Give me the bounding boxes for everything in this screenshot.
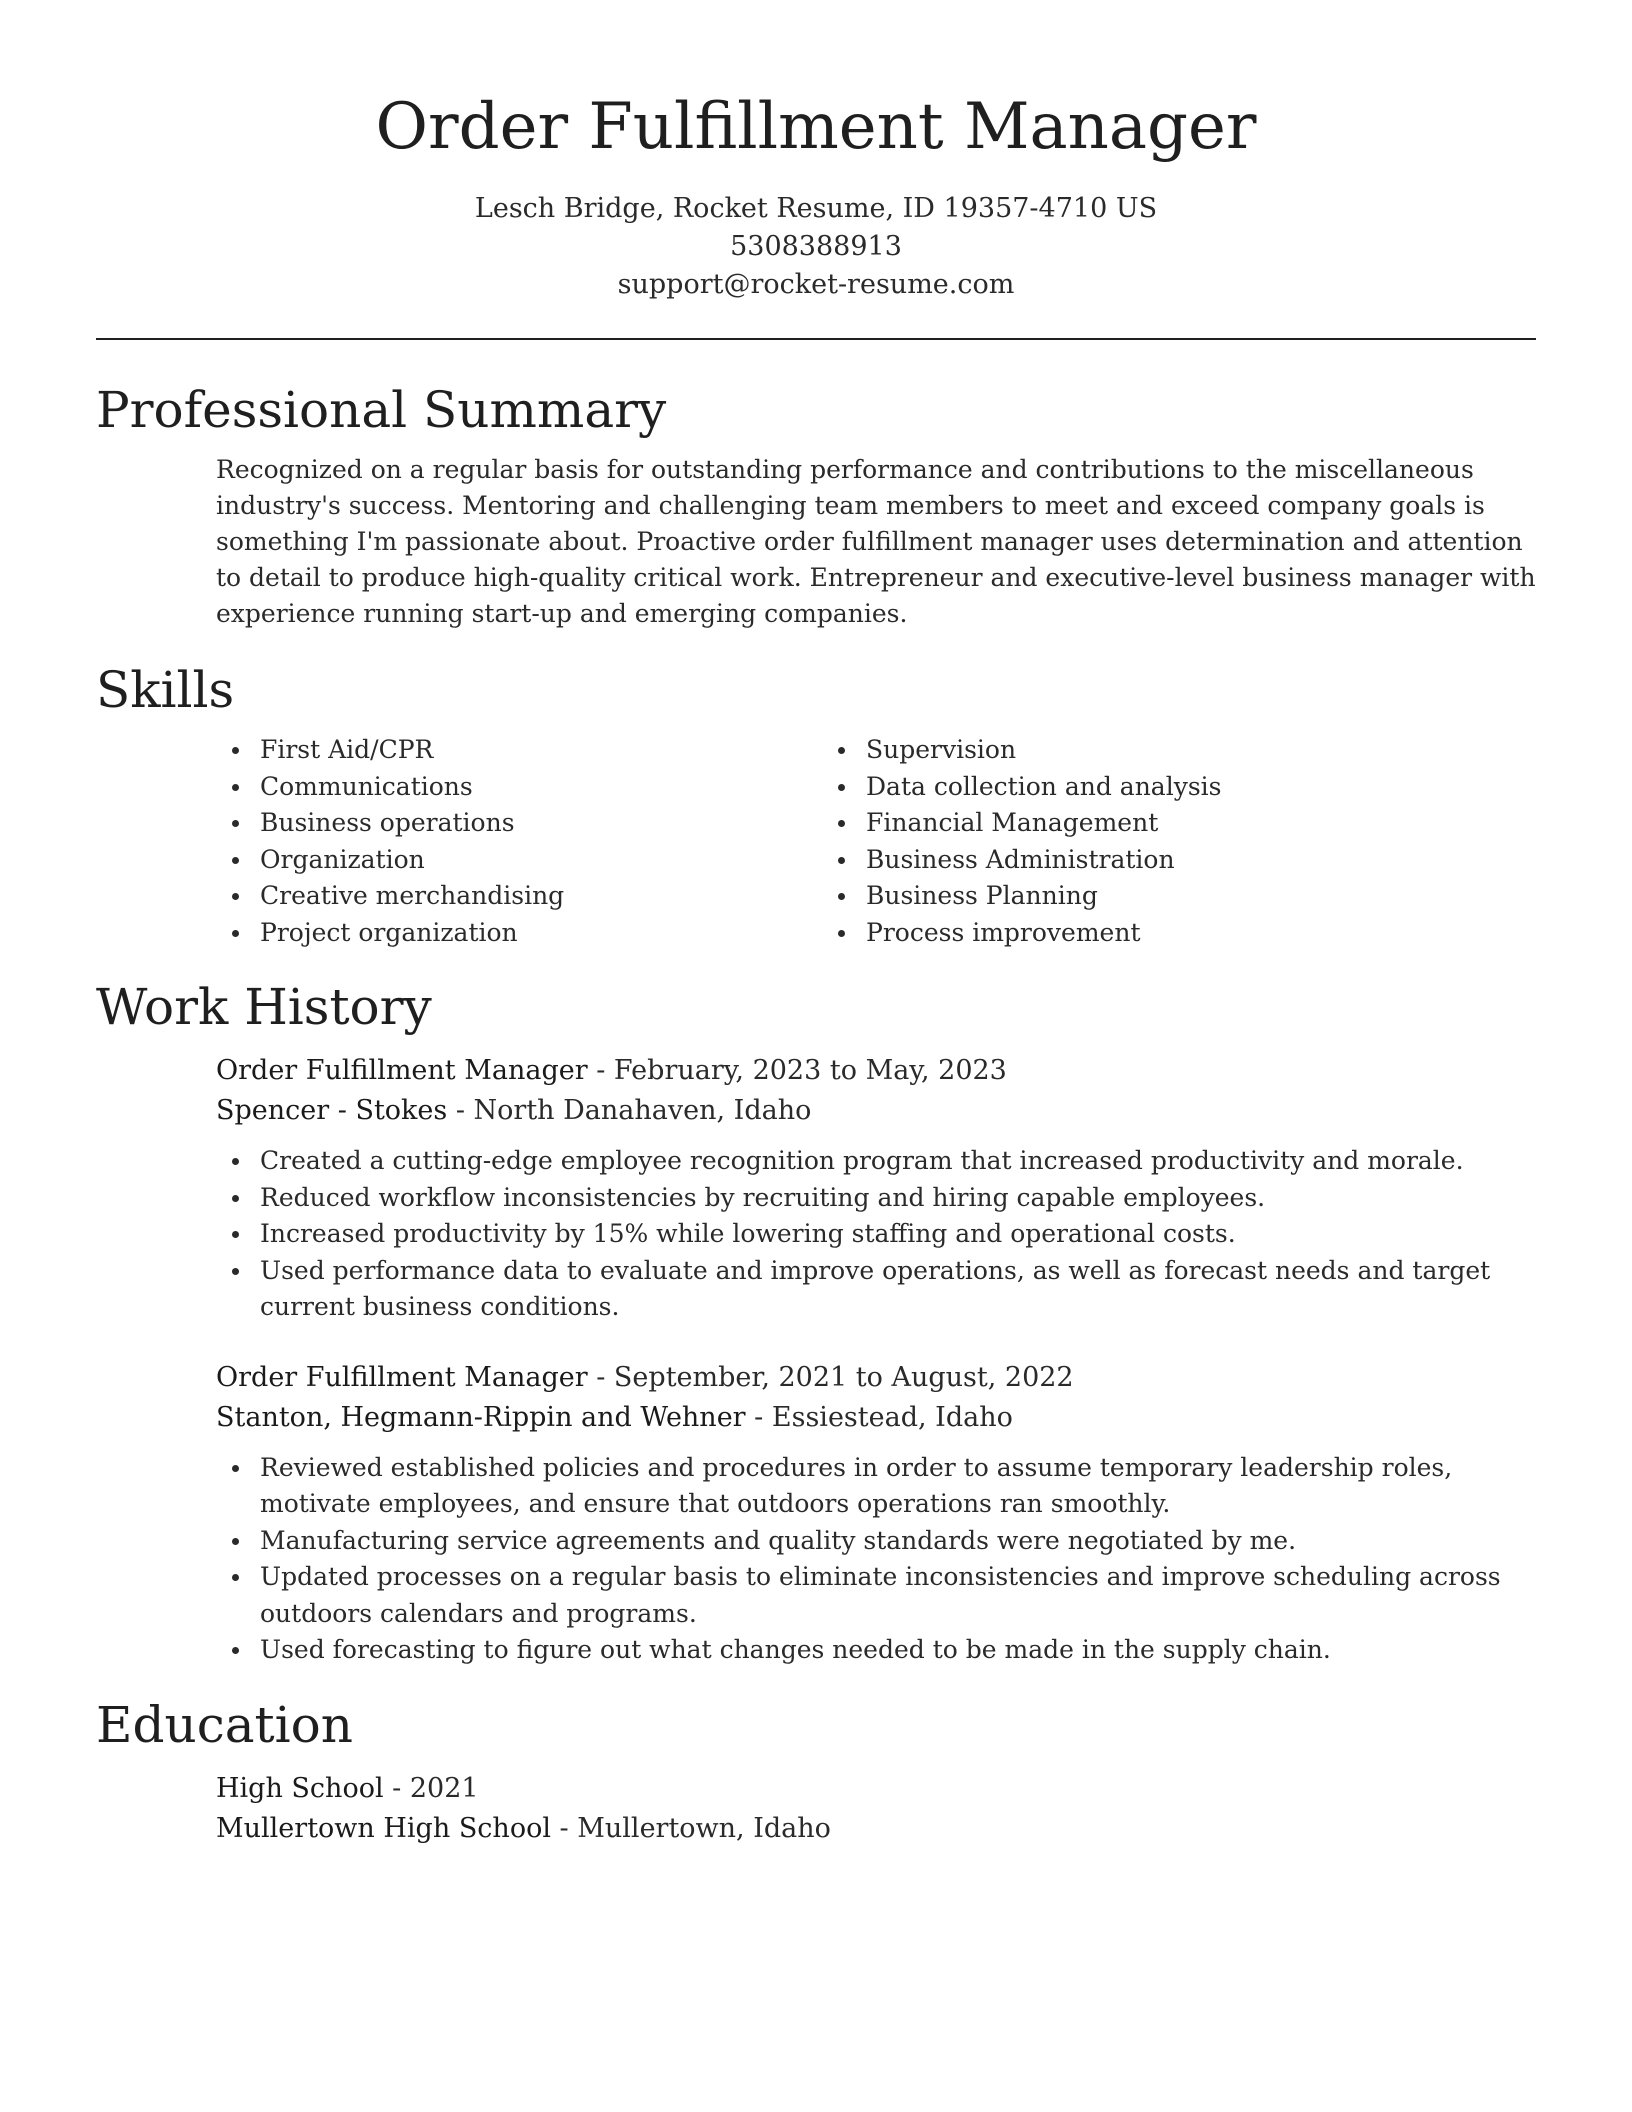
resume-title: Order Fulfillment Manager [375,90,1257,164]
job-bullet: Reduced workflow inconsistencies by recruiting and hiring capable employees. [260,1180,1536,1217]
summary-text: Recognized on a regular basis for outstanding performance and contributions to the miscellaneous industry's success. Mentoring and challenging team members to meet and exceed company goals is something I'm passionate about. Proactive order fulfillment manager uses determination and attention to detail to produce high-quality critical work. Entrepreneur and executive-level business manager with experience running start-up and emerging companies. [216,455,1536,628]
resume-page [96,0,1536,1849]
education-school: Mullertown High School [216,1812,551,1844]
job-bullet: Reviewed established policies and procedures in order to assume temporary leadership roles, motivate employees, and ensure that outdoors operations ran smoothly. [260,1450,1536,1523]
skills-heading: Skills [96,661,235,719]
skill-item: Business operations [260,805,822,842]
education-degree: High School [216,1772,384,1804]
job-entry [216,1051,1536,1326]
skill-item: Financial Management [866,805,1428,842]
job-title-line [216,1358,1536,1398]
contact-email: support@rocket-resume.com [617,269,1015,300]
education-year: - 2021 [383,1772,479,1804]
job-dates: - February, 2023 to May, 2023 [587,1055,1007,1086]
job-bullet: Used forecasting to figure out what changes needed to be made in the supply chain. [260,1632,1536,1669]
education-school-line [216,1809,1536,1849]
education-degree-line [216,1769,1536,1809]
job-company-line [216,1091,1536,1131]
skill-item: Business Planning [866,878,1428,915]
job-entry [216,1358,1536,1669]
job-bullet: Created a cutting-edge employee recognition program that increased productivity and morale. [260,1143,1536,1180]
summary-heading: Professional Summary [96,381,667,439]
job-bullet: Manufacturing service agreements and quality standards were negotiated by me. [260,1523,1536,1560]
contact-phone: 5308388913 [730,231,902,262]
education-entry [216,1769,1536,1849]
job-title: Order Fulfillment Manager [216,1361,588,1393]
job-company: Spencer - Stokes [216,1095,448,1126]
skill-item: Project organization [260,915,822,952]
work-history-heading: Work History [96,978,432,1036]
skill-item: Data collection and analysis [866,769,1428,806]
skill-item: Creative merchandising [260,878,822,915]
education-heading: Education [96,1695,353,1754]
job-bullets [216,1143,1536,1326]
skills-column-right [822,732,1428,951]
job-title-line [216,1051,1536,1091]
skill-item: Communications [260,769,822,806]
job-dates: - September, 2021 to August, 2022 [587,1361,1074,1393]
job-location: - North Danahaven, Idaho [447,1095,812,1126]
skill-item: First Aid/CPR [260,732,822,769]
skill-item: Business Administration [866,842,1428,879]
skill-item: Process improvement [866,915,1428,952]
job-location: - Essiestead, Idaho [745,1401,1013,1433]
job-bullets [216,1450,1536,1669]
job-bullet: Used performance data to evaluate and improve operations, as well as forecast needs and target current business conditions. [260,1253,1536,1326]
job-bullet: Increased productivity by 15% while lowering staffing and operational costs. [260,1216,1536,1253]
contact-block [96,190,1536,304]
skill-item: Supervision [866,732,1428,769]
job-title: Order Fulfillment Manager [216,1055,588,1086]
skill-item: Organization [260,842,822,879]
contact-address: Lesch Bridge, Rocket Resume, ID 19357-4710 US [474,193,1158,224]
job-bullet: Updated processes on a regular basis to eliminate inconsistencies and improve scheduling across outdoors calendars and programs. [260,1559,1536,1632]
job-company-line [216,1398,1536,1438]
education-location: - Mullertown, Idaho [550,1812,831,1844]
skills-column-left [216,732,822,951]
header-divider [96,338,1536,340]
job-company: Stanton, Hegmann-Rippin and Wehner [216,1401,746,1433]
skills-list [216,732,1536,951]
